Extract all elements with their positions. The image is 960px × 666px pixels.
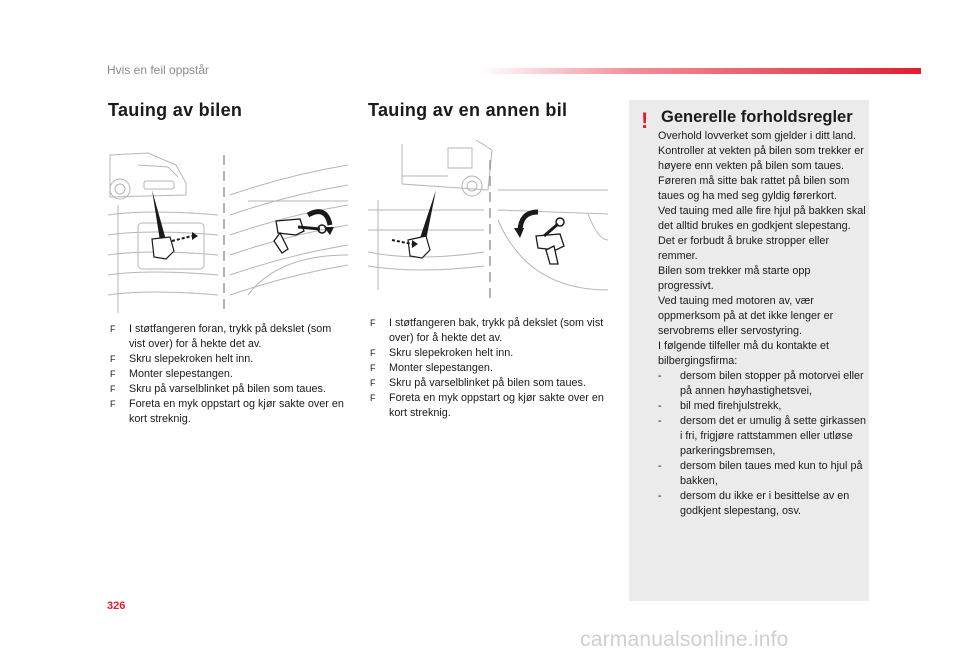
page-number: 326 [107,600,126,612]
dash-marker: - [658,490,662,502]
paragraph: Føreren må sitte bak rattet på bilen som taues og ha med seg gyldig førerkort. [658,175,850,202]
panel-body [658,129,868,519]
watermark: carmanualsonline.info [580,628,789,651]
paragraph: Ved tauing med motoren av, vær oppmerksom på at det ikke lenger er servobrems eller servostyring. [658,295,834,337]
rear-bumper-drawing [368,140,608,302]
list-item: - dersom bilen taues med kun to hjul på bakken, [658,460,863,487]
bullet-icon: F [110,384,116,394]
rear-towing-steps [370,316,610,421]
left-section-title: Tauing av bilen [108,100,243,120]
paragraph: Ved tauing med alle fire hjul på bakken skal det alltid brukes en godkjent slepestang. Det er forbudt å bruke stropper eller remmer. [658,205,866,262]
rear-towing-illustration [368,140,608,302]
paragraph: I følgende tilfeller må du kontakte et bilbergingsfirma: [658,340,830,367]
list-item: - dersom bilen stopper på motorvei eller på annen høyhastighetsvei, [658,370,864,397]
list-item: F Monter slepestangen. [370,362,493,374]
middle-section-title: Tauing av en annen bil [368,100,568,120]
bullet-icon: F [110,324,116,334]
front-towing-steps [110,322,350,427]
list-item: - dersom du ikke er i besittelse av en godkjent slepestang, osv. [658,490,850,517]
list-item: F I støtfangeren bak, trykk på dekslet (som vist over) for å hekte det av. [370,317,604,344]
bullet-icon: F [370,363,376,373]
dash-marker: - [658,415,662,427]
front-towing-illustration [108,145,348,313]
precautions-panel [629,100,869,601]
bullet-icon: F [110,354,116,364]
paragraph: Overhold lovverket som gjelder i ditt land. [658,130,857,142]
bullet-icon: F [370,378,376,388]
list-item: F Foreta en myk oppstart og kjør sakte over en kort streknig. [110,398,344,425]
front-bumper-drawing [108,145,348,313]
warning-icon: ! [641,108,649,133]
list-item: F Foreta en myk oppstart og kjør sakte over en kort streknig. [370,392,604,419]
dash-marker: - [658,460,662,472]
list-item: F Skru slepekroken helt inn. [370,347,514,359]
bullet-icon: F [110,399,116,409]
bullet-icon: F [370,348,376,358]
bullet-icon: F [370,318,376,328]
list-item: - bil med firehjulstrekk, [658,400,782,412]
case-list [658,369,868,519]
list-item: F I støtfangeren foran, trykk på dekslet (som vist over) for å hekte det av. [110,323,332,350]
bullet-icon: F [110,369,116,379]
list-item: - dersom det er umulig å sette girkassen i fri, frigjøre rattstammen eller utløse parkeringsbremsen, [658,415,867,457]
paragraph: Bilen som trekker må starte opp progressivt. [658,265,811,292]
running-header: Hvis en feil oppstår [107,63,210,77]
list-item: F Skru på varselblinket på bilen som taues. [370,377,586,389]
list-item: F Monter slepestangen. [110,368,233,380]
paragraph: Kontroller at vekten på bilen som trekker er høyere enn vekten på bilen som taues. [658,145,864,172]
list-item: F Skru på varselblinket på bilen som taues. [110,383,326,395]
dash-marker: - [658,370,662,382]
list-item: F Skru slepekroken helt inn. [110,353,254,365]
header-accent-bar [480,68,921,74]
panel-title: Generelle forholdsregler [661,108,853,126]
bullet-icon: F [370,393,376,403]
dash-marker: - [658,400,662,412]
